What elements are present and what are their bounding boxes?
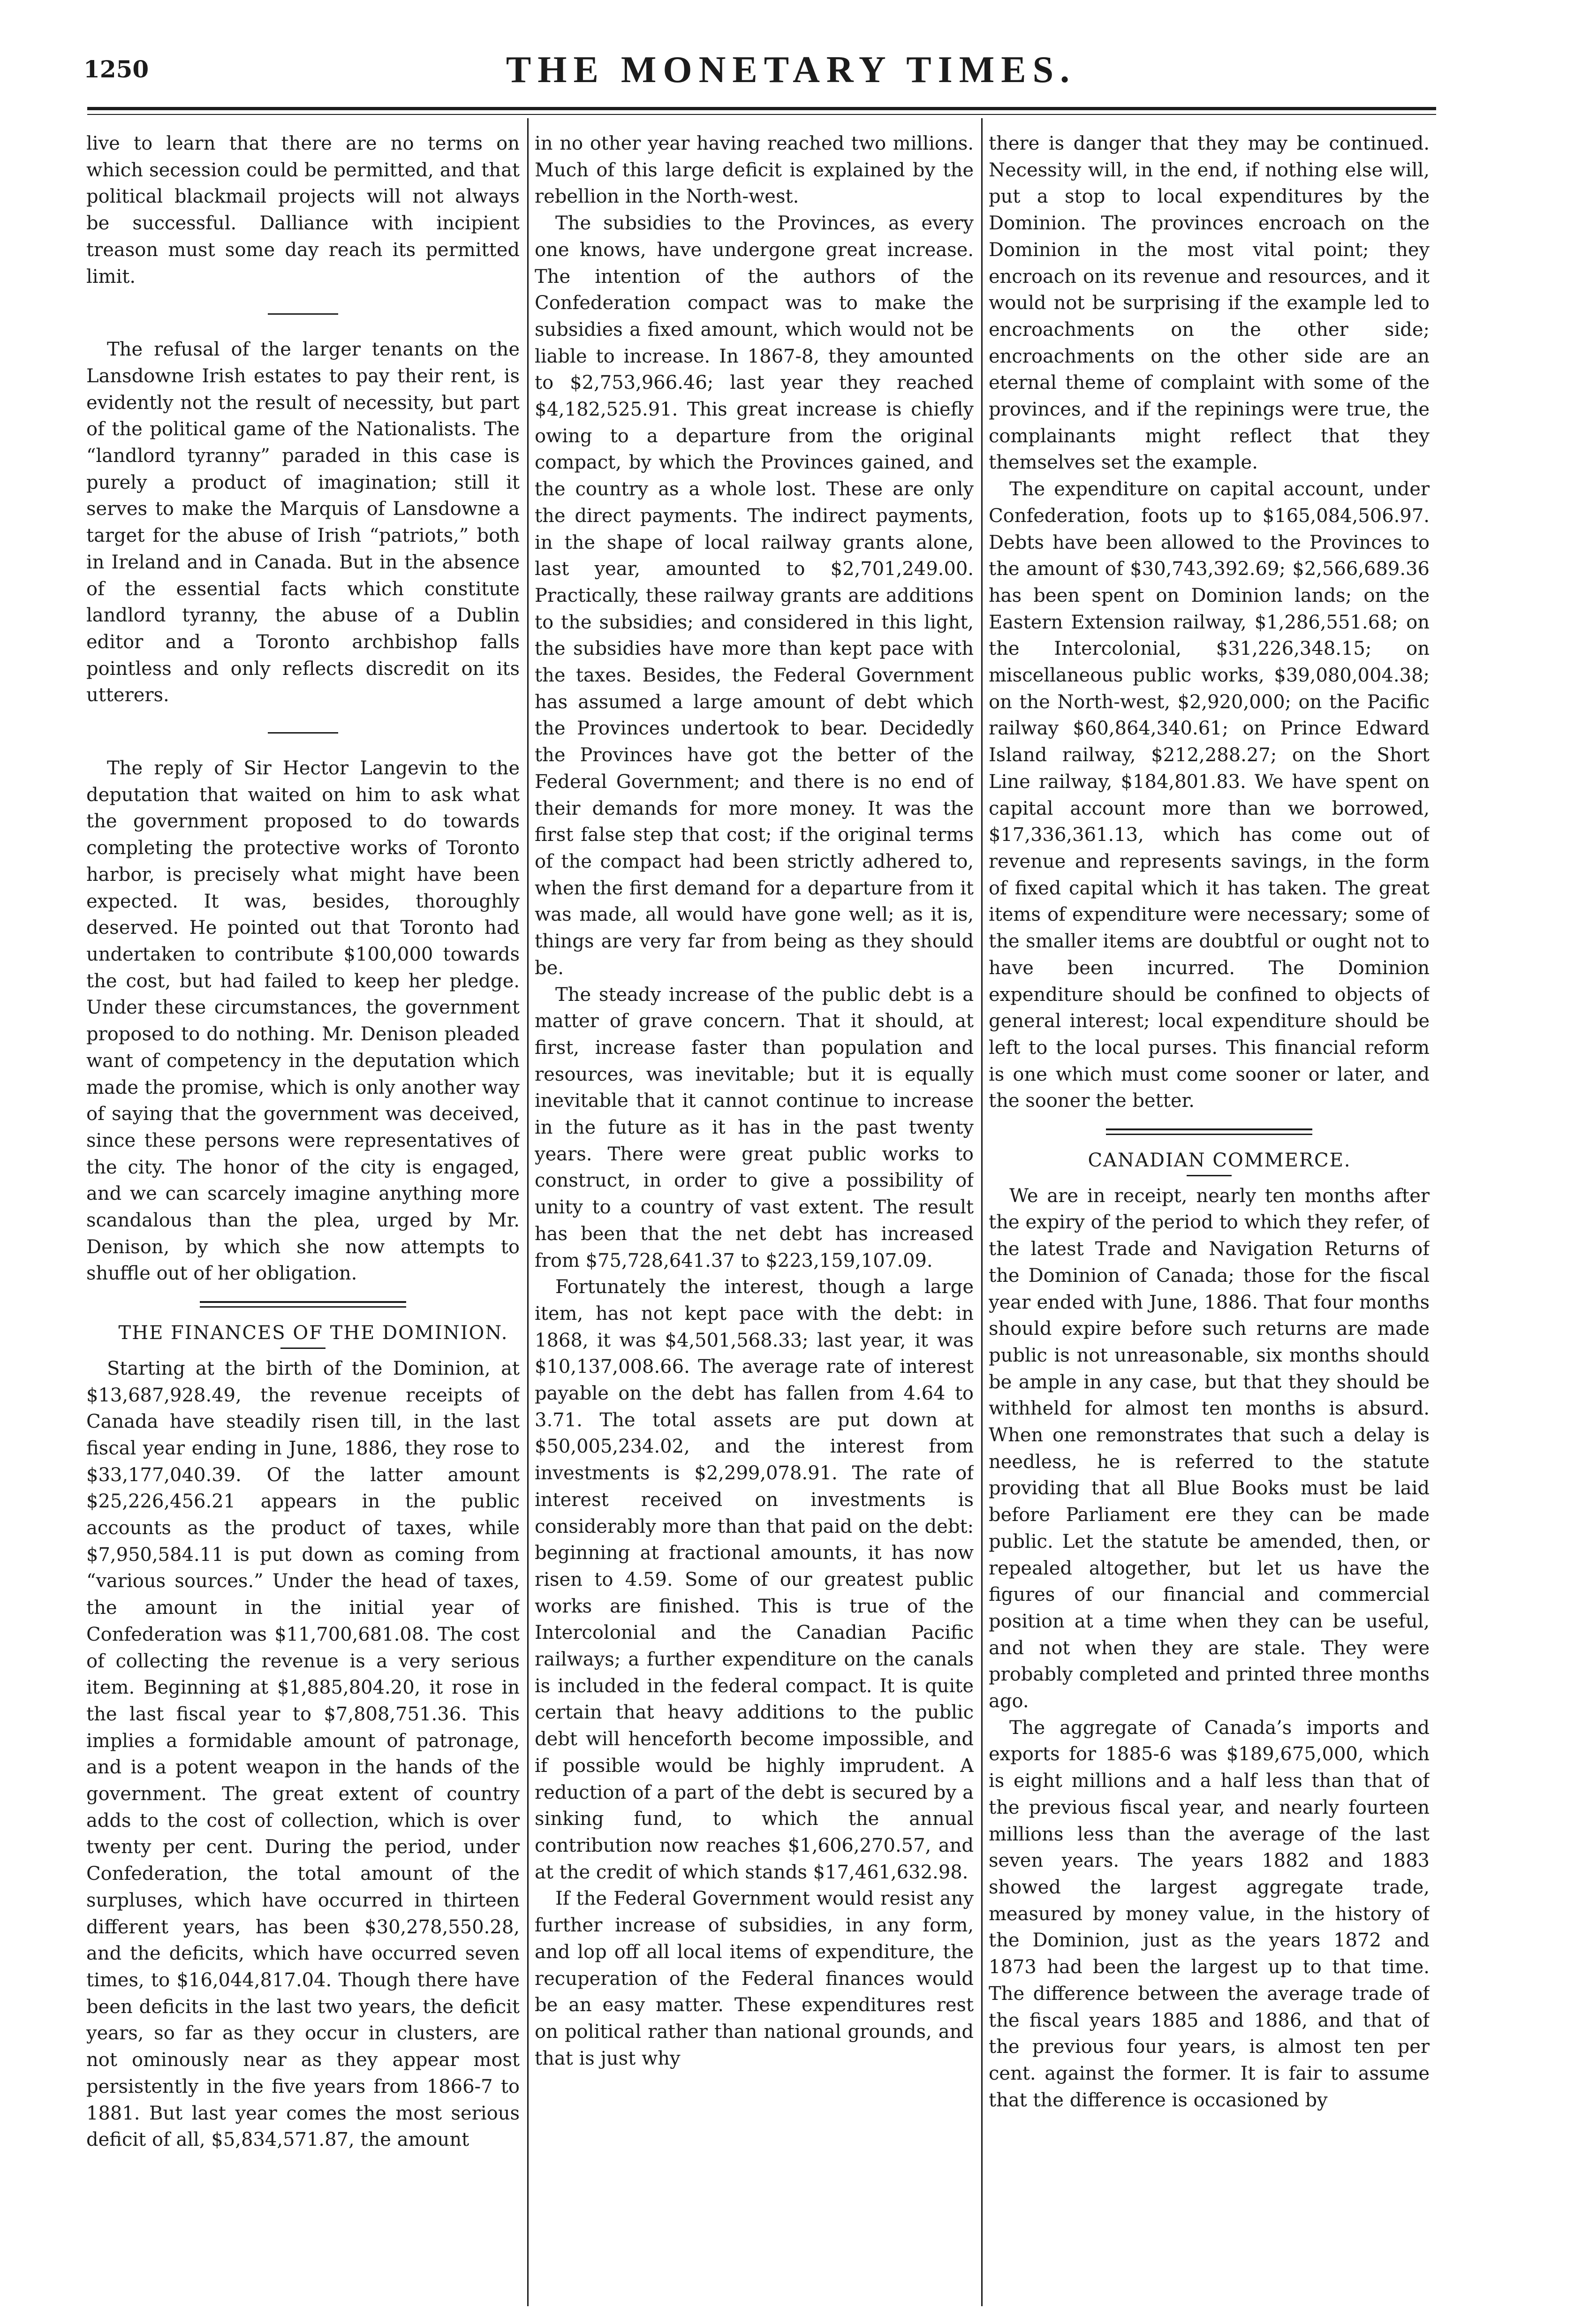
paragraph: We are in receipt, nearly ten months after the expiry of the period to which they refer, of the latest Trade and Navigation Returns of the Dominion of Canada; those for the fiscal year ended with June, 1886. That four months should expire before such returns are made public is not unreasonable, six months should be ample in any case, but that they should be withheld for almost ten months is absurd. When one remonstrates that such a delay is needless, he is referred to the statute providing that all Blue Books must be laid before Parliament ere they can be made public. Let the statute be amended, then, or repealed altogether, but let us have the figures of our financial and commercial position at a time when they can be useful, and not when they are stale. They were probably completed and printed three months ago. bbox=[989, 1185, 1430, 1712]
column-middle bbox=[535, 130, 974, 2307]
article-heading: CANADIAN COMMERCE. bbox=[1088, 1150, 1351, 1172]
article-divider bbox=[1106, 1128, 1312, 1135]
paragraph: The reply of Sir Hector Langevin to the deputation that waited on him to ask what the government proposed to do towards completing the protective works of Toronto harbor, is precisely what might have been expected. It was, besides, thoroughly deserved. He pointed out that Toronto had undertaken to contribute $100,000 towards the cost, but had failed to keep her pledge. Under these circumstances, the government proposed to do nothing. Mr. Denison pleaded want of competency in the deputation which made the promise, which is only another way of saying that the government was deceived, since these persons were representatives of the city. The honor of the city is engaged, and we can scarcely imagine anything more scandalous than the plea, urged by Mr. Denison, by which she now attempts to shuffle out of her obligation. bbox=[86, 757, 520, 1285]
paragraph: in no other year having reached two millions. Much of this large deficit is explained by the rebellion in the North-west. bbox=[535, 133, 974, 208]
section-divider bbox=[268, 732, 338, 734]
paragraph: The steady increase of the public debt is a matter of grave concern. That it should, at first, increase faster than population and resources, was inevitable; but it is equally inevitable that it cannot continue to increase in the future as it has in the past twenty years. There were great public works to construct, in order to give a possibility of unity to a country of vast extent. The result has been that the net debt has increased from $75,728,641.37 to $223,159,107.09. bbox=[535, 984, 974, 1272]
page-number: 1250 bbox=[83, 55, 149, 83]
header-rule-thin bbox=[87, 114, 1436, 115]
section-divider bbox=[268, 313, 338, 315]
article-divider bbox=[200, 1301, 406, 1308]
masthead-title: THE MONETARY TIMES. bbox=[506, 49, 1076, 91]
paragraph: there is danger that they may be continued. Necessity will, in the end, if nothing else will, put a stop to local expenditures by the Dominion. The provinces encroach on the Dominion in the most vital point; they encroach on its revenue and resources, and it would not be surprising if the example led to encroachments on the other side; encroachments on the other side are an eternal theme of complaint with some of the provinces, and if the repinings were true, the complainants might reflect that they themselves set the example. bbox=[989, 133, 1430, 474]
page-header bbox=[0, 0, 1582, 113]
column-divider bbox=[527, 118, 529, 2306]
paragraph: The subsidies to the Provinces, as every one knows, have undergone great increase. The intention of the authors of the Confederation compact was to make the subsidies a fixed amount, which would not be liable to increase. In 1867-8, they amounted to $2,753,966.46; last year they reached $4,182,525.91. This great increase is chiefly owing to a departure from the original compact, by which the Provinces gained, and the country as a whole lost. These are only the direct payments. The indirect payments, in the shape of local railway grants alone, last year, amounted to $2,701,249.00. Practically, these railway grants are additions to the subsidies; and considered in this light, the subsidies have more than kept pace with the taxes. Besides, the Federal Government has assumed a large amount of debt which the Provinces undertook to bear. Decidedly the Provinces have got the better of the Federal Government; and there is no end of their demands for more money. It was the first false step that cost; if the original terms of the compact had been strictly adhered to, when the first demand for a departure from it was made, all would have gone well; as it is, things are very far from being as they should be. bbox=[535, 212, 974, 979]
column-divider bbox=[981, 118, 983, 2306]
paragraph: Fortunately the interest, though a large item, has not kept pace with the debt: in 1868, it was $4,501,568.33; last year, it was $10,137,008.66. The average rate of interest payable on the debt has fallen from 4.64 to 3.71. The total assets are put down at $50,005,234.02, and the interest from investments is $2,299,078.91. The rate of interest received on investments is considerably more than that paid on the debt: beginning at fractional amounts, it has now risen to 4.59. Some of our greatest public works are finished. This is true of the Intercolonial and the Canadian Pacific railways; a further expenditure on the canals is included in the federal compact. It is quite certain that heavy additions to the public debt will henceforth become impossible, and if possible would be highly imprudent. A reduction of a part of the debt is secured by a sinking fund, to which the annual contribution now reaches $1,606,270.57, and at the credit of which stands $17,461,632.98. bbox=[535, 1276, 974, 1883]
paragraph: The aggregate of Canada’s imports and exports for 1885-6 was $189,675,000, which is eight millions and a half less than that of the previous fiscal year, and nearly fourteen millions less than the average of the last seven years. The years 1882 and 1883 showed the largest aggregate trade, measured by money value, in the history of the Dominion, just as the years 1872 and 1873 had been the largest up to that time. The difference between the average trade of the fiscal years 1885 and 1886, and that of the previous four years, is almost ten per cent. against the former. It is fair to assume that the difference is occasioned by bbox=[989, 1717, 1430, 2111]
paragraph: The expenditure on capital account, under Confederation, foots up to $165,084,506.97. Debts have been allowed to the Provinces to the amount of $30,743,392.69; $2,566,689.36 has been spent on Dominion lands; on the Eastern Extension railway, $1,286,551.68; on the Intercolonial, $31,226,348.15; on miscellaneous public works, $39,080,004.38; on the North-west, $2,920,000; on the Pacific railway $60,864,340.61; on Prince Edward Island railway, $212,288.27; on the Short Line railway, $184,801.83. We have spent on capital account more than we borrowed, $17,336,361.13, which has come out of revenue and represents savings, in the form of fixed capital which it has taken. The great items of expenditure were necessary; some of the smaller items are doubtful or ought not to have been incurred. The Dominion expenditure should be confined to objects of general interest; local expenditure should be left to the local purses. This financial reform is one which must come sooner or later, and the sooner the better. bbox=[989, 478, 1430, 1112]
paragraph: Starting at the birth of the Dominion, at $13,687,928.49, the revenue receipts of Canada have steadily risen till, in the last fiscal year ending in June, 1886, they rose to $33,177,040.39. Of the latter amount $25,226,456.21 appears in the public accounts as the product of taxes, while $7,950,584.11 is put down as coming from “various sources.” Under the head of taxes, the amount in the initial year of Confederation was $11,700,681.08. The cost of collecting the revenue is a very serious item. Beginning at $1,885,804.20, it rose in the last fiscal year to $7,808,751.36. This implies a formidable amount of patronage, and is a potent weapon in the hands of the government. The great extent of country adds to the cost of collection, which is over twenty per cent. During the period, under Confederation, the total amount of the surpluses, which have occurred in thirteen different years, has been $30,278,550.28, and the deficits, which have occurred seven times, to $16,044,817.04. Though there have been deficits in the last two years, the deficit years, so far as they occur in clusters, are not ominously near as they appear most persistently in the five years from 1866-7 to 1881. But last year comes the most serious deficit of all, $5,834,571.87, the amount bbox=[86, 1357, 520, 2151]
paragraph: If the Federal Government would resist any further increase of subsidies, in any form, and lop off all local items of expenditure, the recuperation of the Federal finances would be an easy matter. These expenditures rest on political rather than national grounds, and that is just why bbox=[535, 1888, 974, 2069]
paragraph: The refusal of the larger tenants on the Lansdowne Irish estates to pay their rent, is evidently not the result of necessity, but part of the political game of the Nationalists. The “landlord tyranny” paraded in this case is purely a product of imagination; still it serves to make the Marquis of Lansdowne a target for the abuse of Irish “patriots,” both in Ireland and in Canada. But in the absence of the essential facts which constitute landlord tyranny, the abuse of a Dublin editor and a Toronto archbishop falls pointless and only reflects discredit on its utterers. bbox=[86, 339, 520, 706]
heading-underline bbox=[1187, 1175, 1232, 1176]
article-heading: THE FINANCES OF THE DOMINION. bbox=[118, 1322, 508, 1344]
header-rule-thick bbox=[87, 107, 1436, 110]
column-left bbox=[86, 130, 520, 2307]
paragraph: live to learn that there are no terms on which secession could be permitted, and that political blackmail projects will not always be successful. Dalliance with incipient treason must some day reach its permitted limit. bbox=[86, 133, 520, 288]
column-right bbox=[989, 130, 1430, 2307]
heading-underline bbox=[280, 1347, 325, 1349]
